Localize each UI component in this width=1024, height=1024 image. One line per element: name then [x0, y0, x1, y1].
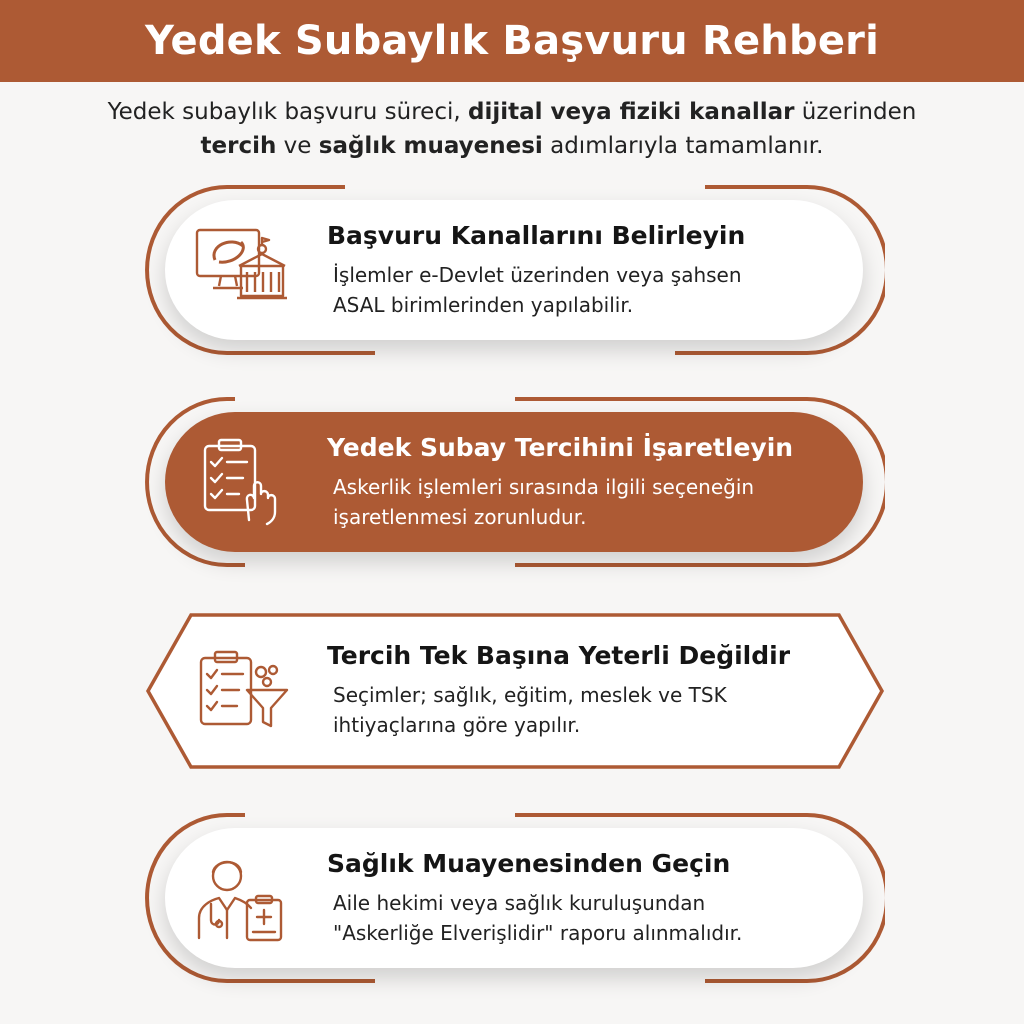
step-card-body-2: [165, 412, 863, 552]
intro-text: adımlarıyla tamamlanır.: [542, 133, 824, 159]
step-card-4: [145, 812, 885, 984]
doctor-medical-report-icon: [191, 848, 291, 948]
checklist-hand-icon: [191, 432, 291, 532]
step-card-1: [145, 184, 885, 356]
computer-government-building-icon: [191, 220, 291, 320]
intro-text: Yedek subaylık başvuru süreci,: [107, 99, 468, 125]
step-title: Tercih Tek Başına Yeterli Değildir: [327, 641, 791, 670]
step-description-line: işaretlenmesi zorunludur.: [333, 505, 587, 529]
step-description-line: "Askerliğe Elverişlidir" raporu alınmalıdır.: [333, 921, 743, 945]
step-description-line: Seçimler; sağlık, eğitim, meslek ve TSK: [333, 683, 727, 707]
step-card-body-1: [165, 200, 863, 340]
step-description: [327, 888, 843, 948]
step-card-3: [145, 612, 885, 772]
step-description: [327, 472, 843, 532]
step-description-line: İşlemler e-Devlet üzerinden veya şahsen: [333, 263, 742, 287]
step-description-line: Askerlik işlemleri sırasında ilgili seçeneğin: [333, 475, 755, 499]
intro-bold-health: sağlık muayenesi: [318, 133, 543, 159]
step-description-line: ASAL birimlerinden yapılabilir.: [333, 293, 634, 317]
page-title: Yedek Subaylık Başvuru Rehberi: [145, 18, 879, 64]
intro-text: üzerinden: [794, 99, 917, 125]
step-description-line: ihtiyaçlarına göre yapılır.: [333, 713, 581, 737]
step-title: Sağlık Muayenesinden Geçin: [327, 849, 731, 878]
step-description-line: Aile hekimi veya sağlık kuruluşundan: [333, 891, 706, 915]
intro-bold-channels: dijital veya fiziki kanallar: [467, 99, 795, 125]
header-banner: [0, 0, 1024, 82]
step-title: Yedek Subay Tercihini İşaretleyin: [327, 433, 794, 462]
intro-paragraph: [40, 95, 984, 163]
intro-bold-preference: tercih: [200, 133, 277, 159]
step-description: [327, 680, 865, 740]
step-card-2: [145, 396, 885, 568]
clipboard-funnel-icon: [191, 642, 291, 742]
step-title: Başvuru Kanallarını Belirleyin: [327, 221, 746, 250]
step-description: [327, 260, 843, 320]
intro-text: ve: [276, 133, 319, 159]
step-card-body-4: [165, 828, 863, 968]
